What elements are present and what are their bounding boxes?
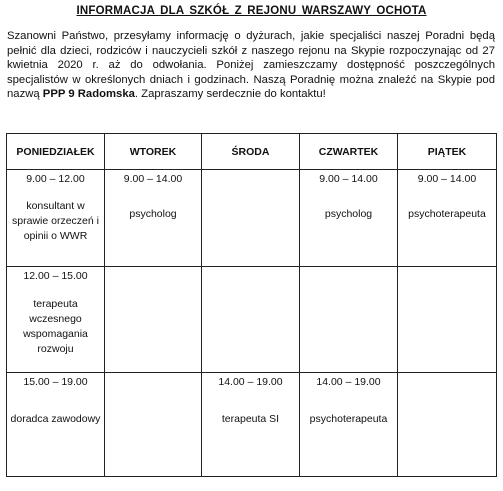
schedule-table xyxy=(6,133,497,477)
cell-time: 14.00 – 19.00 xyxy=(218,376,283,388)
table-header-row xyxy=(7,134,497,170)
cell-time: 9.00 – 14.00 xyxy=(319,173,378,185)
cell-time: 9.00 – 14.00 xyxy=(417,173,477,185)
cell-wednesday-midday xyxy=(202,267,300,373)
cell-wednesday-evening xyxy=(202,373,300,477)
cell-friday-midday xyxy=(398,267,497,373)
cell-monday-midday xyxy=(7,267,105,373)
cell-friday-morning xyxy=(398,170,497,267)
table-row xyxy=(7,267,497,373)
document-title: INFORMACJA DLA SZKÓŁ Z REJONU WARSZAWY OCHOTA xyxy=(76,5,427,17)
cell-role: psychoterapeuta xyxy=(309,413,388,425)
cell-tuesday-midday xyxy=(105,267,202,373)
table-row xyxy=(7,170,497,267)
cell-role: terapeuta wczesnego wspomagania rozwoju xyxy=(23,298,88,355)
cell-tuesday-evening xyxy=(105,373,202,477)
skype-name: PPP 9 Radomska xyxy=(42,88,135,100)
header-thursday: CZWARTEK xyxy=(300,134,398,170)
cell-time: 14.00 – 19.00 xyxy=(316,376,381,388)
cell-thursday-evening xyxy=(300,373,398,477)
cell-role: doradca zawodowy xyxy=(10,413,101,425)
header-tuesday: WTOREK xyxy=(105,134,202,170)
cell-role: psychoterapeuta xyxy=(408,208,486,220)
cell-tuesday-morning xyxy=(105,170,202,267)
cell-time: 12.00 – 15.00 xyxy=(23,270,88,282)
table-row xyxy=(7,373,497,477)
cell-time: 9.00 – 12.00 xyxy=(26,173,85,185)
intro-text-end: . Zapraszamy serdecznie do kontaktu! xyxy=(134,88,326,100)
intro-text: Szanowni Państwo, przesyłamy informację o dyżurach, jakie specjaliści naszej Poradni będą pełnić dla dzieci, rodziców i nauczycieli szkół z naszego rejonu na Skypie rozpoczynając od 27 kwietnia 2020 r. aż do odwołania. Poniżej zamieszczamy dostępność poszczególnych specjalistów w określonych dniach i godzinach. Naszą Poradnię można znaleźć na Skypie pod nazwą xyxy=(7,30,495,100)
cell-thursday-morning xyxy=(300,170,398,267)
cell-time: 15.00 – 19.00 xyxy=(23,376,88,388)
cell-thursday-midday xyxy=(300,267,398,373)
cell-role: konsultant w sprawie orzeczeń i opinii o WWR xyxy=(12,200,99,242)
cell-role: psycholog xyxy=(324,208,373,220)
header-friday: PIĄTEK xyxy=(398,134,497,170)
cell-time: 9.00 – 14.00 xyxy=(123,173,183,185)
intro-paragraph xyxy=(7,29,495,102)
header-wednesday: ŚRODA xyxy=(202,134,300,170)
cell-role: terapeuta SI xyxy=(221,413,280,425)
cell-monday-evening xyxy=(7,373,105,477)
cell-wednesday-morning xyxy=(202,170,300,267)
cell-role: psycholog xyxy=(129,208,177,220)
header-monday: PONIEDZIAŁEK xyxy=(7,134,105,170)
cell-monday-morning xyxy=(7,170,105,267)
cell-friday-evening xyxy=(398,373,497,477)
